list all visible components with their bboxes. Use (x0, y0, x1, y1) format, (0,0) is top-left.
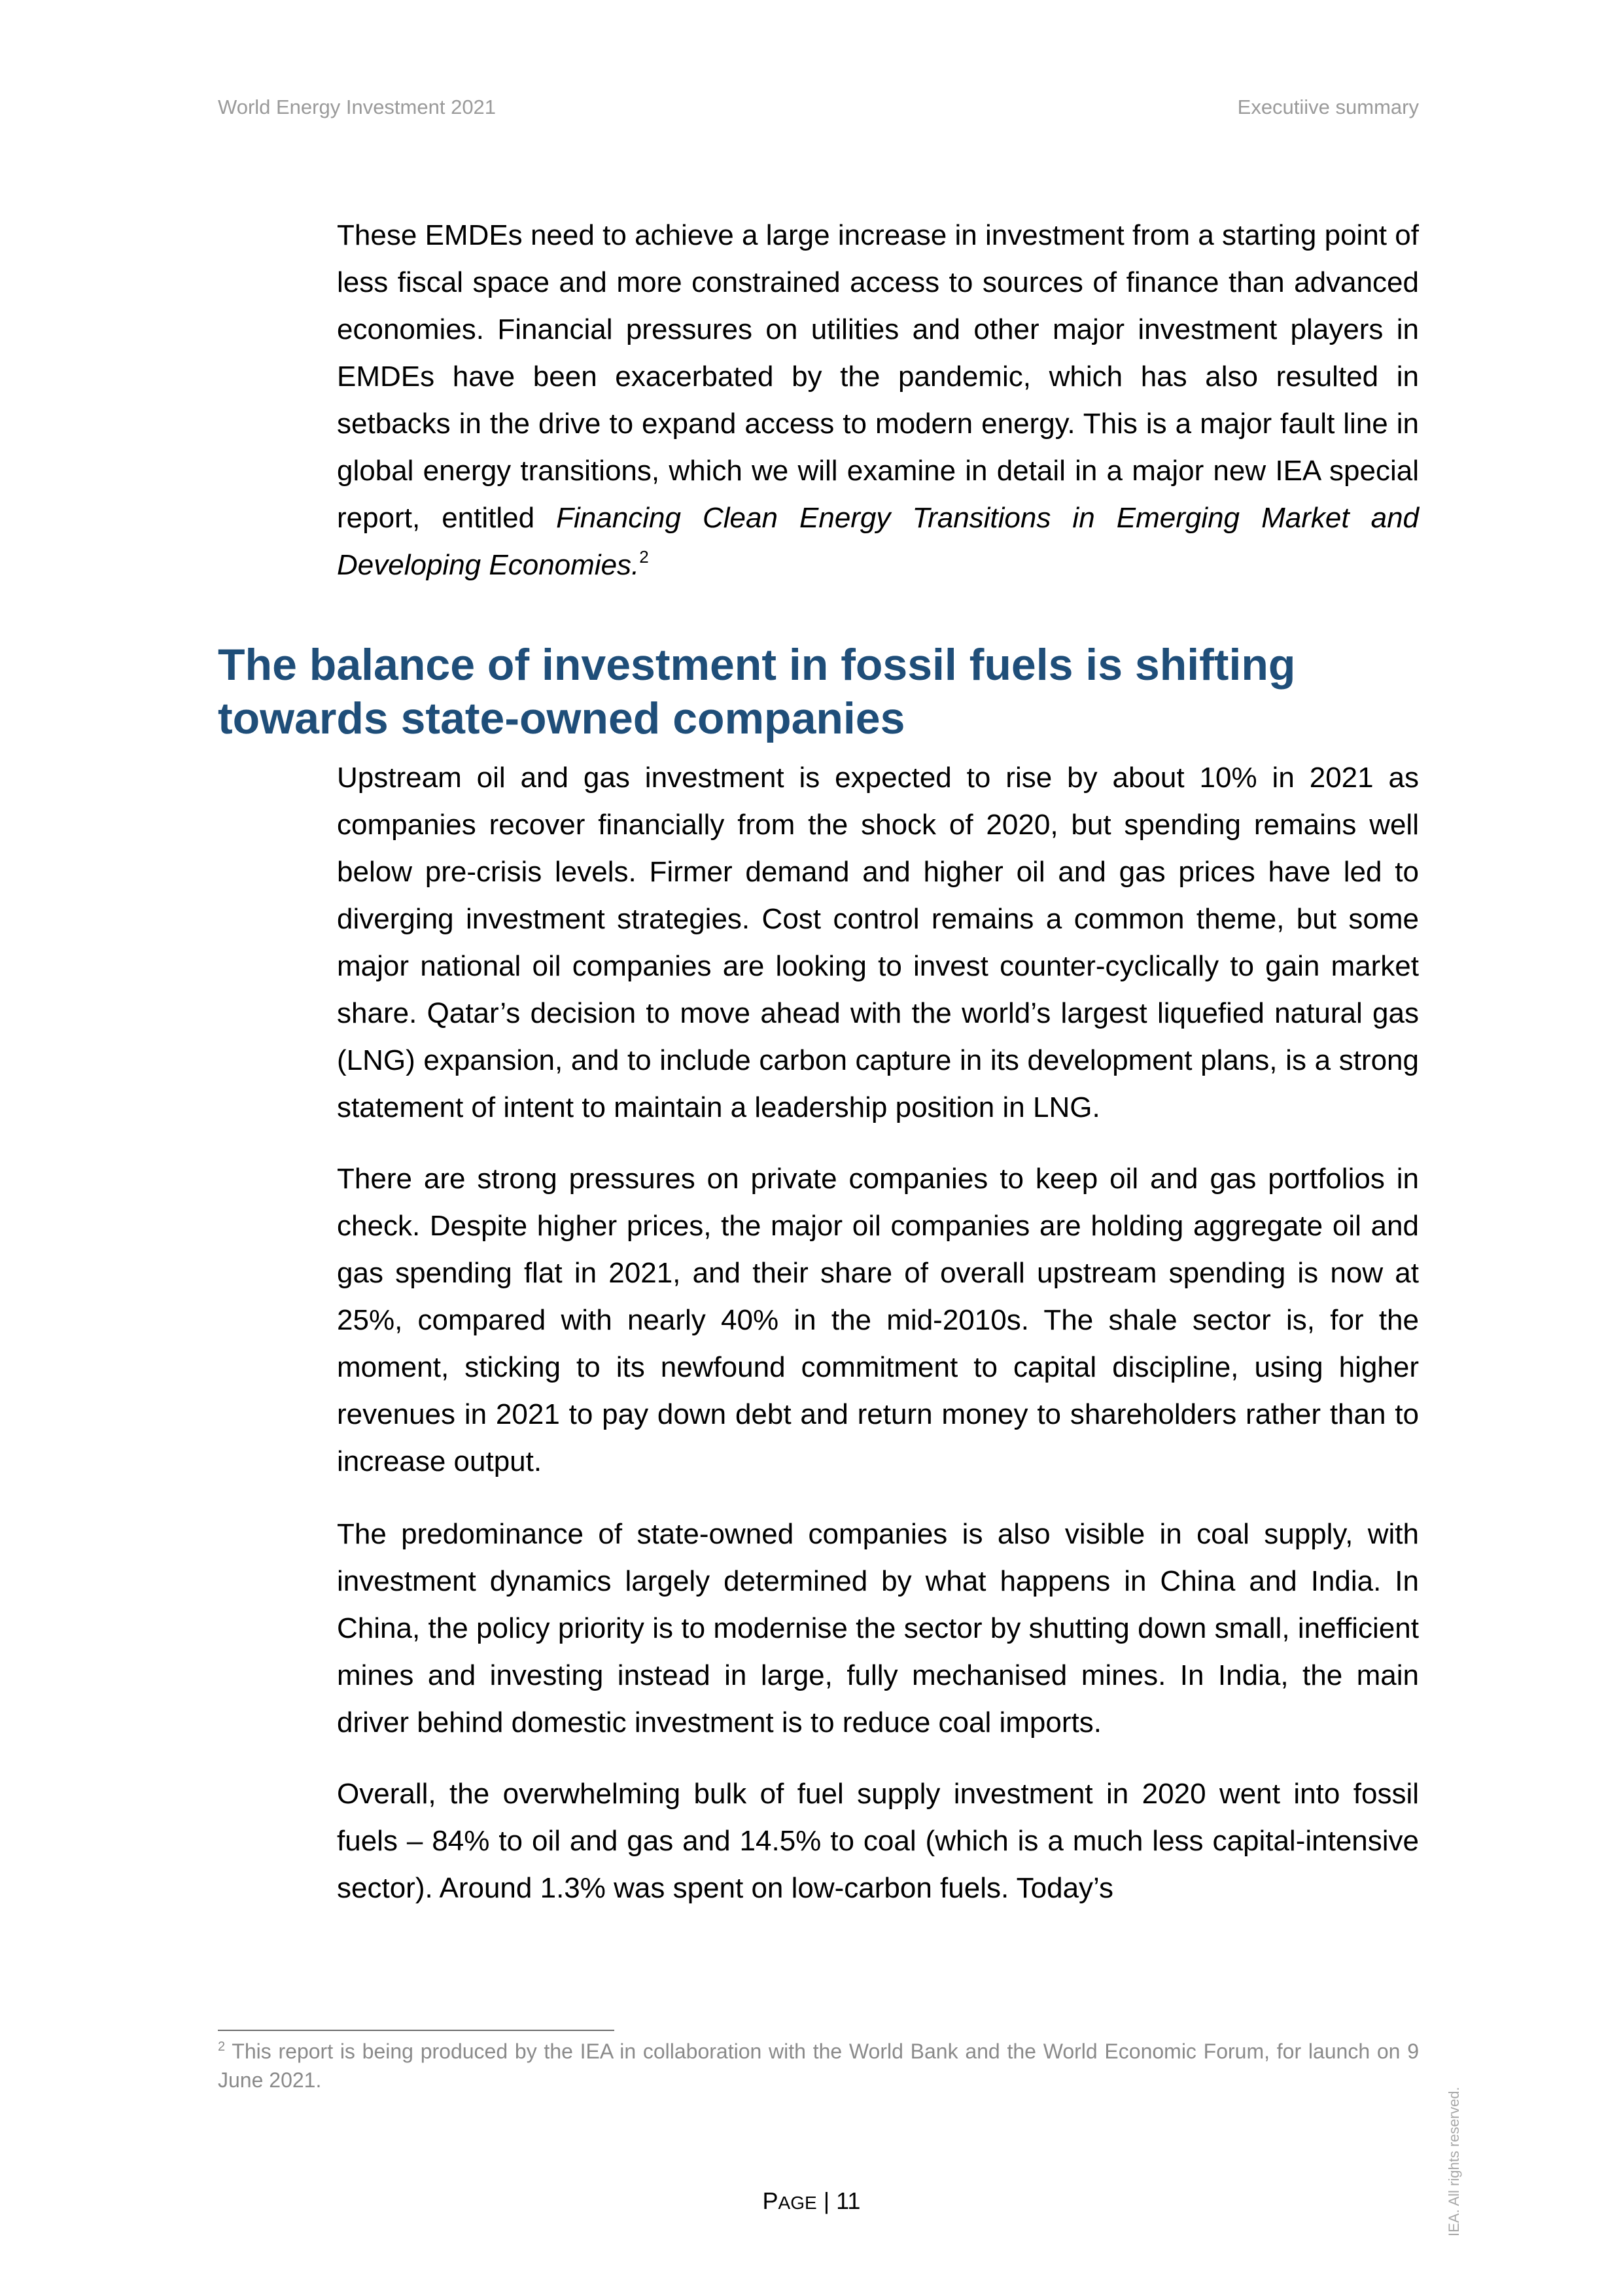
page-label-rest: AGE (778, 2193, 817, 2213)
paragraph-fuel-supply: Overall, the overwhelming bulk of fuel supply investment in 2020 went into fossil fuels – 84% to oil and gas and 14.5% to coal (which is a much less capital-intensive sector). Around 1.3% was spent on low-carbon fuels. Today’s (337, 1778, 1419, 1904)
footnote (218, 2037, 1419, 2094)
report-title-italic: Financing Clean Energy Transitions in Emerging Market and Developing Economies. (337, 502, 1420, 581)
report-title: World Energy Investment 2021 (218, 96, 497, 118)
footnote-marker: 2 (218, 2040, 226, 2054)
footnote-divider (218, 2030, 614, 2031)
section-heading (218, 638, 1419, 745)
footnote-reference[interactable]: 2 (639, 547, 649, 567)
rights-notice: IEA. All rights reserved. (1446, 2087, 1462, 2236)
footnote-text: This report is being produced by the IEA in collaboration with the World Bank and the World Economic Forum, for launch on 9 June 2021. (218, 2040, 1420, 2092)
heading-line-2: towards state-owned companies (218, 694, 905, 743)
paragraph-upstream: Upstream oil and gas investment is expected to rise by about 10% in 2021 as companies recover financially from the shock of 2020, but spending remains well below pre-crisis levels. Firmer demand and higher oil and gas prices have led to diverging investment strategies. Cost control remains a common theme, but some major national oil companies are looking to invest counter-cyclically to gain market share. Qatar’s decision to move ahead with the world’s largest liquefied natural gas (LNG) expansion, and to include carbon capture in its development plans, is a strong statement of intent to maintain a leadership position in LNG. (337, 762, 1419, 1123)
paragraph-private-companies: There are strong pressures on private companies to keep oil and gas portfolios in check. Despite higher prices, the major oil companies are holding aggregate oil and gas spending flat in 2021, and their share of overall upstream spending is now at 25%, compared with nearly 40% in the mid-2010s. The shale sector is, for the moment, sticking to its newfound commitment to capital discipline, using higher revenues in 2021 to pay down debt and return money to shareholders rather than to increase output. (337, 1163, 1419, 1477)
running-header (218, 96, 1419, 124)
intro-text: These EMDEs need to achieve a large increase in investment from a starting point of less fiscal space and more constrained access to sources of finance than advanced economies. Financial pressures on utilities and other major investment players in EMDEs have been exacerbated by the pandemic, which has also resulted in setbacks in the drive to expand access to modern energy. This is a major fault line in global energy transitions, which we will examine in detail in a major new IEA special report, entitled (337, 219, 1419, 534)
page-separator: | (823, 2187, 830, 2214)
section-title: Executiive summary (1237, 96, 1419, 118)
heading-line-1: The balance of investment in fossil fuels is shifting (218, 640, 1296, 690)
page-number: 11 (836, 2187, 861, 2214)
page-label-initial: P (762, 2187, 778, 2214)
intro-paragraph (337, 212, 1419, 589)
page-footer (0, 2187, 1623, 2215)
paragraph-coal-supply: The predominance of state-owned companies is also visible in coal supply, with investment dynamics largely determined by what happens in China and India. In China, the policy priority is to modernise the sector by shutting down small, inefficient mines and investing instead in large, fully mechanised mines. In India, the main driver behind domestic investment is to reduce coal imports. (337, 1518, 1419, 1739)
